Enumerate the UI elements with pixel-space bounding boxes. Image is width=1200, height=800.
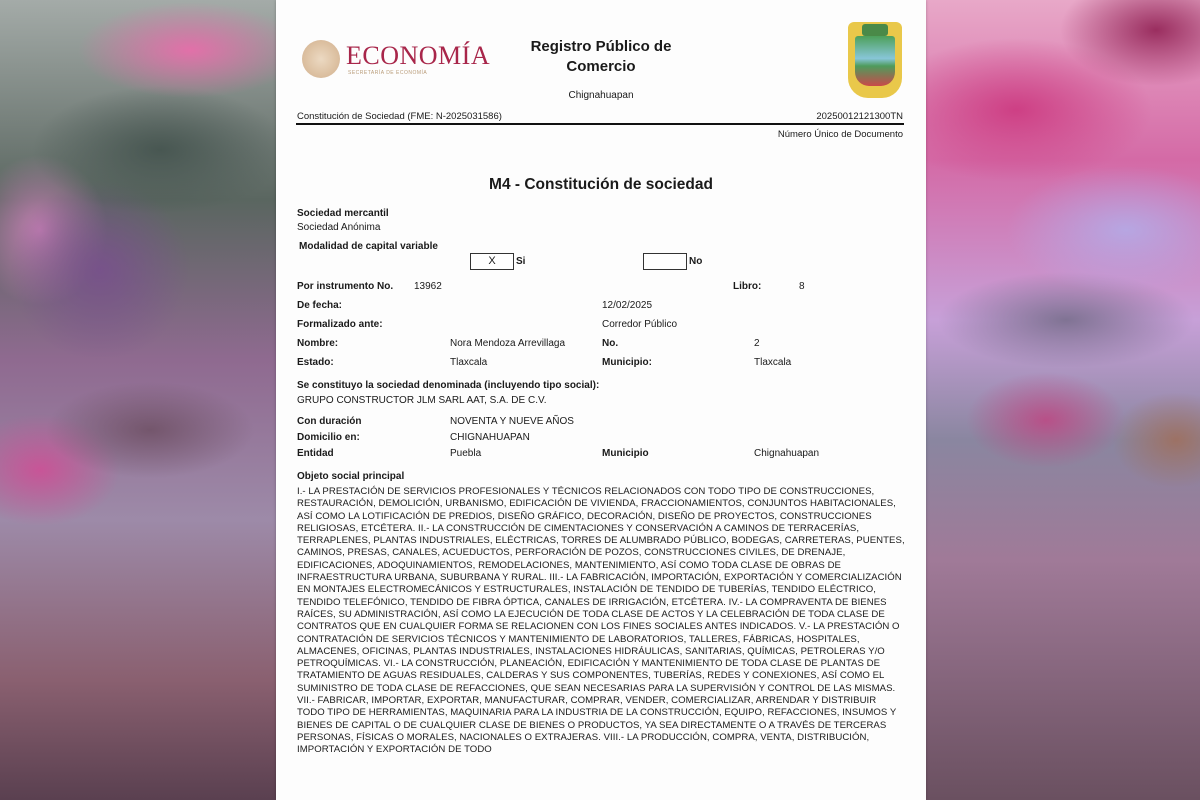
estado-label: Estado: xyxy=(297,357,334,368)
municipio2-value: Chignahuapan xyxy=(754,448,820,459)
entidad-value: Puebla xyxy=(450,448,482,459)
objeto-social-text: I.- LA PRESTACIÓN DE SERVICIOS PROFESIONALES Y TÉCNICOS RELACIONADOS CON TODO TIPO DE CONSTRUCCIONES, RESTAURACIÓN, DEMOLICIÓN, URBANISMO, EDIFICACIÓN DE VIVIENDA, FRACCIONAMIENTOS, CONJUNTOS HABITACIONALES, ASÍ COMO LA LOTIFICACIÓN DE PREDIOS, DISEÑO GRÁFICO, DECORACIÓN, DISEÑO DE PROYECTOS, CONSTRUCCIONES RELIGIOSAS, ETCÉTERA. II.- LA CONSTRUCCIÓN DE CIMENTACIONES Y CONSERVACIÓN A CAMINOS DE TERRACERÍAS, TERRAPLENES, PLANTAS INDUSTRIALES, ELÉCTRICAS, TORRES DE ALUMBRADO PÚBLICO, BODEGAS, CARRETERAS, PUENTES, CAMINOS, PRESAS, CANALES, ACUEDUCTOS, PERFORACIÓN DE POZOS, CONSTRUCCIONES CIVILES, DE DRENAJE, EDIFICACIONES, ADOQUINAMIENTOS, REMODELACIONES, MANTENIMIENTO, ASÍ COMO TODA CLASE DE OBRAS DE INFRAESTRUCTURA URBANA, SUBURBANA Y RURAL. III.- LA FABRICACIÓN, IMPORTACIÓN, EXPORTACIÓN Y COMERCIALIZACIÓN EN MONTAJES ELECTROMECÁNICOS Y ESTRUCTURALES, INSTALACIÓN DE TENDIDO DE TUBERÍAS, TENDIDO ELÉCTRICO, TENDIDO TELEFÓNICO, TENDIDO DE FIBRA ÓPTICA, CANALES DE IRRIGACIÓN, ETCÉTERA. IV.- LA COMPRAVENTA DE BIENES RAÍCES, SU ADMINISTRACIÓN, ASÍ COMO LA EJECUCIÓN DE TODA CLASE DE ACTOS Y LA CELEBRACIÓN DE TODA CLASE DE CONTRATOS QUE EN CUALQUIER FORMA SE RELACIONEN CON LOS FINES SOCIALES ANTES INDICADOS. V.- LA PRESTACIÓN O CONTRATACIÓN DE SERVICIOS TÉCNICOS Y MANTENIMIENTO DE LABORATORIOS, TALLERES, FÁBRICAS, HOSPITALES, ALMACENES, OFICINAS, PLANTAS INDUSTRIALES, INSTALACIONES HIDRÁULICAS, SANITARIAS, QUÍMICAS, PETROLERAS Y/O PETROQUÍMICAS. VI.- LA CONSTRUCCIÓN, PLANEACIÓN, EDIFICACIÓN Y MANTENIMIENTO DE TODA CLASE DE PLANTAS DE TRATAMIENTO DE AGUAS RESIDUALES, CALDERAS Y SUS COMPONENTES, TUBERÍAS, REDES Y CONEXIONES, ASÍ COMO EL SUMINISTRO DE TODA CLASE DE REFACCIONES, QUE SEAN NECESARIAS PARA LA SUPERVISIÓN Y CONTROL DE LAS MISMAS. VII.- FABRICAR, IMPORTAR, EXPORTAR, MANUFACTURAR, COMPRAR, VENDER, COMERCIALIZAR, ARRENDAR Y DISTRIBUIR TODO TIPO DE HERRAMIENTAS, MAQUINARIA PARA LA INDUSTRIA DE LA CONSTRUCCIÓN, EQUIPO, REFACCIONES, INSUMOS Y BIENES DE CAPITAL O DE CUALQUIER CLASE DE BIENES O PRODUCTOS, YA SEA DIRECTAMENTE O A TRAVÉS DE TERCERAS PERSONAS, FÍSICAS O MORALES, NACIONALES O EXTRAJERAS. VIII.- LA PRODUCCIÓN, COMPRA, VENTA, DISTRIBUCIÓN, IMPORTACIÓN Y EXPORTACIÓN DE TODO xyxy=(297,486,905,756)
sociedad-mercantil-value: Sociedad Anónima xyxy=(297,222,381,233)
duracion-label: Con duración xyxy=(297,416,362,427)
municipio-value: Tlaxcala xyxy=(754,357,792,368)
capital-variable-no-label: No xyxy=(689,256,703,267)
fecha-label: De fecha: xyxy=(297,300,343,311)
economia-logo-subtext: SECRETARÍA DE ECONOMÍA xyxy=(348,70,428,76)
blurred-background-left xyxy=(0,0,276,800)
economia-logo-text: ECONOMÍA xyxy=(346,41,491,70)
instrumento-value: 13962 xyxy=(414,281,442,292)
document-number: 20250012121300TN xyxy=(816,111,903,122)
duracion-value: NOVENTA Y NUEVE AÑOS xyxy=(450,416,574,427)
document-type: Constitución de Sociedad (FME: N-2025031586) xyxy=(297,111,502,122)
municipio-label: Municipio: xyxy=(602,357,652,368)
capital-variable-si-checkbox[interactable]: X xyxy=(470,253,514,270)
no-label: No. xyxy=(602,338,619,349)
header-divider xyxy=(296,123,904,125)
capital-variable-si-label: Si xyxy=(516,256,526,267)
formalizado-value: Corredor Público xyxy=(602,319,678,330)
no-value: 2 xyxy=(754,338,760,349)
capital-variable-no-checkbox[interactable] xyxy=(643,253,687,270)
libro-label: Libro: xyxy=(733,281,762,292)
entidad-label: Entidad xyxy=(297,448,334,459)
estado-value: Tlaxcala xyxy=(450,357,488,368)
registry-title-line2: Comercio xyxy=(566,58,636,75)
blurred-background-right xyxy=(926,0,1200,800)
registry-place: Chignahuapan xyxy=(568,90,634,101)
nombre-label: Nombre: xyxy=(297,338,339,349)
document-number-label: Número Único de Documento xyxy=(777,129,903,140)
form-title: M4 - Constitución de sociedad xyxy=(489,176,713,193)
libro-value: 8 xyxy=(799,281,805,292)
sociedad-mercantil-label: Sociedad mercantil xyxy=(297,208,389,219)
domicilio-label: Domicilio en: xyxy=(297,432,360,443)
nombre-value: Nora Mendoza Arrevillaga xyxy=(450,338,566,349)
domicilio-value: CHIGNAHUAPAN xyxy=(450,432,530,443)
registry-title-line1: Registro Público de xyxy=(530,38,672,55)
denominacion-label: Se constituyo la sociedad denominada (incluyendo tipo social): xyxy=(297,380,600,391)
document-page xyxy=(276,0,926,800)
fecha-value: 12/02/2025 xyxy=(602,300,653,311)
objeto-social-label: Objeto social principal xyxy=(297,471,405,482)
denominacion-value: GRUPO CONSTRUCTOR JLM SARL AAT, S.A. DE C.V. xyxy=(297,395,547,406)
municipio2-label: Municipio xyxy=(602,448,649,459)
capital-variable-label: Modalidad de capital variable xyxy=(299,241,438,252)
formalizado-label: Formalizado ante: xyxy=(297,319,383,330)
instrumento-label: Por instrumento No. xyxy=(297,281,394,292)
puebla-coat-of-arms-icon xyxy=(848,22,902,98)
